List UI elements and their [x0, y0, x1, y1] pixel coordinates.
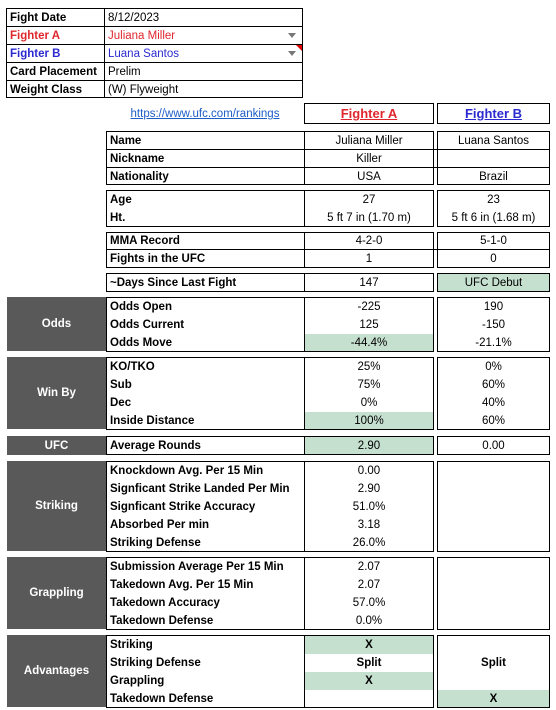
nationality-a: USA [357, 170, 381, 183]
ssl-label: Signficant Strike Landed Per Min [110, 483, 290, 495]
td-accuracy-label: Takedown Accuracy [110, 597, 220, 609]
ufc-section-label: UFC [7, 436, 106, 455]
nickname-b [438, 150, 549, 167]
dec-label: Dec [110, 397, 132, 409]
odds-move-label: Odds Move [110, 336, 172, 349]
inside-distance-b: 60% [481, 414, 506, 427]
name-a: Juliana Miller [335, 134, 403, 147]
fighter-a-dropdown-icon[interactable] [288, 33, 296, 38]
days-since-a: 147 [304, 273, 434, 292]
fight-date-value[interactable]: 8/12/2023 [108, 12, 160, 24]
grappling-b [437, 557, 550, 630]
adv-striking-defense-a: Split [356, 657, 382, 669]
fighter-a-select[interactable]: Juliana Miller [108, 30, 176, 42]
ssl-a: 2.90 [357, 483, 381, 495]
fighter-b-label: Fighter B [10, 48, 61, 60]
fights-ufc-a: 1 [365, 252, 373, 265]
grappling-section-label: Grappling [7, 557, 106, 629]
avg-rounds-a: 2.90 [304, 436, 434, 455]
td-defense-label: Takedown Defense [110, 614, 214, 627]
adv-takedown-defense-label: Takedown Defense [110, 692, 214, 705]
advantages-section-label: Advantages [7, 635, 106, 707]
odds-move-a: -44.4% [305, 334, 433, 351]
fight-info-table [6, 8, 303, 98]
mma-record-a: 4-2-0 [355, 235, 383, 247]
fighter-a-label: Fighter A [10, 30, 61, 42]
odds-open-b: 190 [483, 301, 504, 313]
weight-class-value[interactable]: (W) Flyweight [108, 83, 179, 96]
ssa-a: 51.0% [352, 501, 386, 513]
age-label: Age [110, 193, 132, 206]
ko-label: KO/TKO [110, 361, 155, 373]
sub-label: Sub [110, 379, 132, 391]
striking-defense-label: Striking Defense [110, 536, 201, 549]
ko-b: 0% [485, 361, 502, 373]
dec-a: 0% [360, 397, 378, 409]
avg-rounds-b: 0.00 [437, 436, 550, 455]
odds-section-label: Odds [7, 297, 106, 351]
inside-distance-a: 100% [305, 412, 433, 429]
mma-record-label: MMA Record [110, 235, 180, 247]
ssa-label: Signficant Strike Accuracy [110, 501, 256, 513]
inside-distance-label: Inside Distance [110, 414, 195, 427]
td-avg-a: 2.07 [357, 579, 381, 591]
name-b: Luana Santos [458, 134, 529, 147]
absorbed-label: Absorbed Per min [110, 519, 210, 531]
winby-section-label: Win By [7, 357, 106, 429]
height-b: 5 ft 6 in (1.68 m) [451, 211, 536, 224]
td-avg-label: Takedown Avg. Per 15 Min [110, 579, 254, 591]
striking-section-label: Striking [7, 461, 106, 551]
td-defense-a: 0.0% [355, 614, 383, 627]
td-accuracy-a: 57.0% [352, 597, 386, 609]
mma-record-b: 5-1-0 [480, 235, 507, 247]
odds-open-label: Odds Open [110, 301, 172, 313]
sub-avg-label: Submission Average Per 15 Min [110, 561, 284, 573]
absorbed-a: 3.18 [357, 519, 381, 531]
fighter-b-header: Fighter B [437, 103, 550, 124]
fight-date-label: Fight Date [10, 12, 67, 24]
fights-ufc-label: Fights in the UFC [110, 252, 206, 265]
dec-b: 40% [481, 397, 506, 409]
rankings-link[interactable]: https://www.ufc.com/rankings [130, 108, 280, 120]
fights-ufc-b: 0 [490, 252, 497, 265]
adv-grappling-a: X [305, 672, 433, 690]
adv-striking-label: Striking [110, 639, 153, 651]
sub-b: 60% [481, 379, 506, 391]
odds-current-b: -150 [481, 319, 506, 331]
sub-avg-a: 2.07 [357, 561, 381, 573]
odds-open-a: -225 [357, 301, 381, 313]
fighter-b-select[interactable]: Luana Santos [108, 48, 179, 60]
adv-striking-defense-label: Striking Defense [110, 657, 201, 669]
avg-rounds-label: Average Rounds [106, 436, 305, 455]
fighter-a-header: Fighter A [304, 103, 434, 124]
fighter-b-dropdown-icon[interactable] [288, 51, 296, 56]
nickname-a: Killer [356, 152, 382, 165]
adv-grappling-label: Grappling [110, 675, 165, 687]
odds-current-a: 125 [359, 319, 379, 331]
adv-striking-a: X [305, 636, 433, 654]
adv-takedown-defense-b: X [438, 690, 549, 707]
striking-defense-a: 26.0% [352, 536, 386, 549]
nationality-b: Brazil [479, 170, 508, 183]
sub-a: 75% [357, 379, 381, 391]
comment-indicator-icon[interactable] [296, 45, 302, 51]
height-label: Ht. [110, 211, 126, 224]
name-label: Name [110, 134, 142, 147]
weight-class-label: Weight Class [10, 83, 82, 96]
age-b: 23 [487, 193, 500, 206]
age-a: 27 [362, 193, 376, 206]
knockdown-label: Knockdown Avg. Per 15 Min [110, 465, 264, 477]
ko-a: 25% [357, 361, 381, 373]
knockdown-a: 0.00 [357, 465, 381, 477]
days-since-b: UFC Debut [437, 273, 550, 292]
height-a: 5 ft 7 in (1.70 m) [327, 211, 411, 224]
striking-b [437, 461, 550, 552]
odds-current-label: Odds Current [110, 319, 185, 331]
days-since-label: ~Days Since Last Fight [106, 273, 305, 292]
nationality-label: Nationality [110, 170, 169, 183]
nickname-label: Nickname [110, 152, 165, 165]
card-placement-label: Card Placement [10, 66, 97, 78]
adv-striking-defense-b: Split [481, 657, 506, 669]
card-placement-value[interactable]: Prelim [108, 66, 141, 78]
odds-move-b: -21.1% [475, 336, 512, 349]
